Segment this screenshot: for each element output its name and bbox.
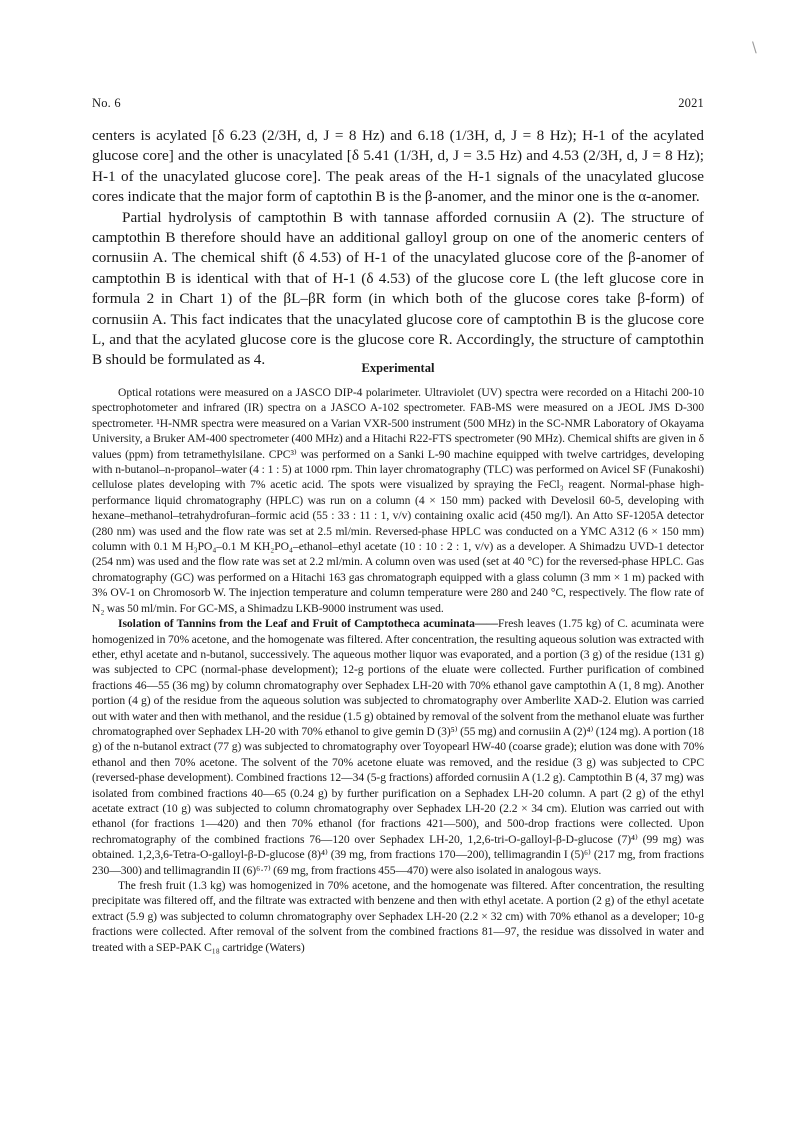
experimental-paragraph <box>92 385 704 616</box>
section-title: Experimental <box>361 361 435 375</box>
margin-mark: \ <box>752 40 757 56</box>
experimental-paragraph-text: Fresh leaves (1.75 kg) of C. acuminata were homogenized in 70% acetone, and the homogenate was filtered. After concentration, the resulting aqueous solution was extracted with ether, ethyl acetate and n-butanol, successively. The aqueous mother liquor was evaporated, and a portion (3 g) of the residue (131 g) was subjected to CPC (normal-phase development); 12-g portions of the eluate were collected. Further purification of combined fractions 46—55 (36 mg) by column chromatography over Sephadex LH-20 with 70% ethanol gave camptothin A (1, 8 mg). Another portion (4 g) of the residue from the aqueous solution was subjected to chromatography over Amberlite XAD-2. Elution was carried out with water and then with methanol, and the residue (1.5 g) obtained by removal of the solvent from the methanol eluate was further chromatographed over Sephadex LH-20 with 70% ethanol to give gemin D (3)⁵⁾ (55 mg) and cornusiin A (2)⁴⁾ (124 mg). A portion (18 g) of the n-butanol extract (77 g) was subjected to chromatography over Toyopearl HW-40 (coarse grade); elution was done with 70% ethanol and then 70% acetone. The solvent of the 70% acetone eluate was removed, and the residue (3 g) was subjected to CPC (reversed-phase development). Combined fractions 12—34 (5-g fractions) afforded cornusiin A (1.2 g). Camptothin B (4, 37 mg) was isolated from combined fractions 40—65 (0.24 g) by further purification on a Sephadex LH-20 column. A part (2 g) of the ethyl acetate extract (10 g) was subjected to column chromatography over Sephadex LH-20 (2.2 × 34 cm). Elution was carried out with ethanol (for fractions 1—420) and then 70% ethanol (for fractions 421—500), and 500-drop fractions were collected. Upon rechromatography of the combined fractions 76—120 over Sephadex LH-20, 1,2,6-tri-O-galloyl-β-D-glucose (7)⁴⁾ (99 mg) was obtained. 1,2,3,6-Tetra-O-galloyl-β-D-glucose (8)⁴⁾ (39 mg, from fractions 170—200), tellimagrandin I (5)⁶⁾ (217 mg, from fractions 230—300) and tellimagrandin II (6)⁶·⁷⁾ (69 mg, from fractions 455—470) were also isolated in analogous ways. <box>92 617 704 877</box>
page-number: 2021 <box>678 96 704 110</box>
experimental-paragraph-text: Optical rotations were measured on a JASCO DIP-4 polarimeter. Ultraviolet (UV) spectra were recorded on a Hitachi 200-10 spectrophotometer and infrared (IR) spectra on a JASCO A-102 spectrometer. FAB-MS were measured on a JEOL JMS D-300 spectrometer. ¹H-NMR spectra were measured on a Varian VXR-500 instrument (500 MHz) in the SC-NMR Laboratory of Okayama University, a Bruker AM-400 spectrometer (400 MHz) and a Hitachi R22-FTS spectrometer (90 MHz). Chemical shifts are given in δ values (ppm) from tetramethylsilane. CPC³⁾ was performed on a Sanki L-90 machine equipped with twelve cartridges, developing with n-butanol–n-propanol–water (4 : 1 : 5) at 1000 rpm. Thin layer chromatography (TLC) was performed on Avicel SF (Funakoshi) cellulose plates developing with 7% acetic acid. The spots were visualized by spraying the FeCl₃ reagent. Normal-phase high-performance liquid chromatography (HPLC) was run on a column (4 × 150 mm) packed with Develosil 60-5, developing with hexane–methanol–tetrahydrofuran–formic acid (55 : 33 : 11 : 1, v/v) containing oxalic acid (450 mg/l). An Atto SF-1205A detector (280 nm) was used and the flow rate was set at 2.5 ml/min. Reversed-phase HPLC was conducted on a YMC A312 (6 × 150 mm) column with 0.1 M H₃PO₄–0.1 M KH₂PO₄–ethanol–ethyl acetate (10 : 10 : 2 : 1, v/v) as a developer. A Shimadzu UVD-1 detector (254 nm) was used and the flow rate was set at 2.2 ml/min. A column oven was used (set at 40 °C) for the reversed-phase HPLC. Gas chromatography (GC) was performed on a Hitachi 163 gas chromatograph equipped with a glass column (3 mm × 1 m) packed with 3% OV-1 on Chromosorb W. The injection temperature and column temperature were 280 and 240 °C, respectively. The flow rate of N₂ was 50 ml/min. For GC-MS, a Shimadzu LKB-9000 instrument was used. <box>92 386 704 615</box>
discussion-text <box>92 126 704 371</box>
experimental-paragraph <box>92 616 704 878</box>
intro-paragraph: centers is acylated [δ 6.23 (2/3H, d, J = 8 Hz) and 6.18 (1/3H, d, J = 8 Hz); H-1 of the acylated glucose core] and the other is unacylated [δ 5.41 (1/3H, d, J = 3.5 Hz) and 4.53 (2/3H, d, J = 8 Hz); H-1 of the unacylated glucose core]. The peak areas of the H-1 signals of the unacylated glucose cores indicate that the major form of captothin B is the β-anomer, and the minor one is the α-anomer. <box>92 127 704 206</box>
intro-paragraph: Partial hydrolysis of camptothin B with tannase afforded cornusiin A (2). The structure of camptothin B therefore should have an additional galloyl group on one of the anomeric centers of cornusiin A. The chemical shift (δ 4.53) of H-1 of the unacylated glucose core of the β-anomer of camptothin B is identical with that of H-1 (δ 4.53) of the glucose core L (the left glucose core in formula 2 in Chart 1) of the βL–βR form (in which both of the glucose cores take β-form) of cornusiin A. This fact indicates that the unacylated glucose core of camptothin B is the glucose core L, and that the acylated glucose core is the glucose core R. Accordingly, the structure of camptothin B should be formulated as 4. <box>92 208 704 369</box>
journal-issue: No. 6 <box>92 96 121 110</box>
experimental-section <box>92 385 704 955</box>
experimental-paragraph-text: The fresh fruit (1.3 kg) was homogenized in 70% acetone, and the homogenate was filtered. After concentration, the resulting precipitate was filtered off, and the filtrate was extracted with benzene and then with ethyl acetate. A portion (2 g) of the ethyl acetate extract (5.9 g) was subjected to column chromatography over Sephadex LH-20 (2.2 × 32 cm) with 70% ethanol as a developer; 10-g fractions were collected. After removal of the solvent from the combined fractions 81—97, the residue was dissolved in water and treated with a SEP-PAK C₁₈ cartridge (Waters) <box>92 879 704 954</box>
run-in-heading: Isolation of Tannins from the Leaf and Fruit of Camptotheca acuminata—— <box>118 617 498 631</box>
experimental-paragraph <box>92 878 704 955</box>
